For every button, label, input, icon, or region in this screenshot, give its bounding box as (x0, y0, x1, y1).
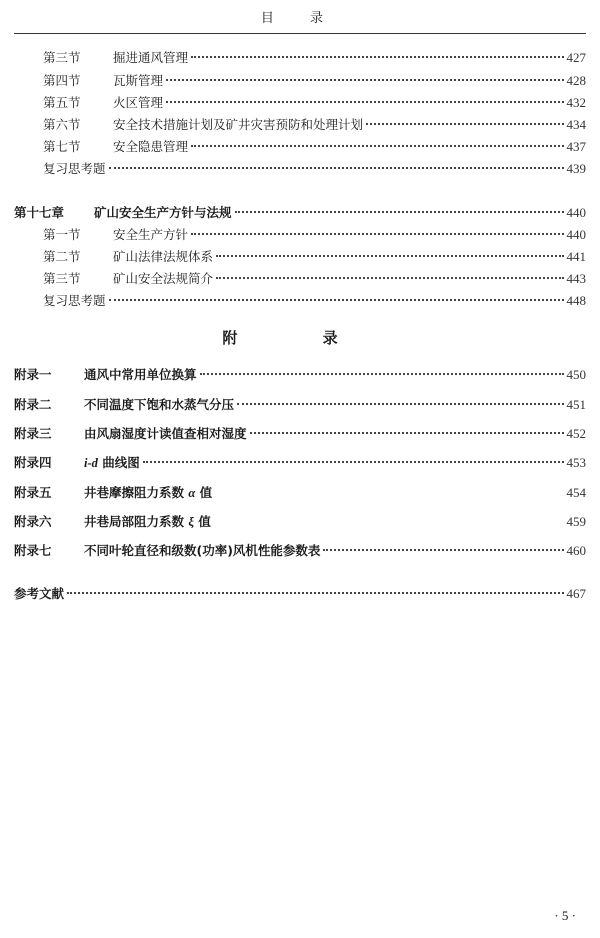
toc-appendix-entry[interactable] (14, 542, 586, 560)
appendix-number: 附录七 (14, 543, 52, 558)
appendix-title: 不同温度下饱和水蒸气分压 (84, 397, 235, 412)
appendix-number: 附录四 (14, 455, 52, 470)
dot-leader (67, 592, 563, 594)
toc-references-entry[interactable] (14, 585, 586, 603)
running-header (14, 8, 586, 34)
section-title: 掘进通风管理 (113, 50, 189, 65)
toc-appendix-entry[interactable] (14, 366, 586, 384)
page-number: 459 (566, 514, 586, 529)
page-number: 450 (566, 367, 586, 382)
page-number: 440 (566, 205, 586, 220)
dot-leader (235, 211, 564, 213)
section-number: 第五节 (43, 95, 81, 110)
id-symbol: i-d (84, 456, 98, 470)
dot-leader (166, 101, 563, 103)
page-number: 467 (566, 586, 586, 601)
page-number: 451 (566, 397, 586, 412)
page-number: 434 (566, 117, 586, 132)
section-number: 第七节 (43, 139, 81, 154)
dot-leader (250, 432, 564, 434)
dot-leader (166, 79, 563, 81)
alpha-symbol: α (188, 486, 196, 500)
toc-entry-review[interactable] (43, 160, 586, 178)
appendix-heading: 附 录 (222, 329, 378, 347)
page-number: 460 (566, 543, 586, 558)
page-number: 437 (566, 139, 586, 154)
appendix-title: 不同叶轮直径和级数(功率)风机性能参数表 (84, 543, 321, 558)
review-title: 复习思考题 (43, 161, 106, 176)
dot-leader (200, 373, 564, 375)
toc-entry[interactable] (43, 94, 586, 112)
appendix-number: 附录三 (14, 426, 52, 441)
references-title: 参考文献 (14, 586, 65, 601)
section-number: 第一节 (43, 227, 81, 242)
toc-entry-review[interactable] (43, 292, 586, 310)
review-title: 复习思考题 (43, 293, 106, 308)
page-footer-number: · 5 · (554, 908, 576, 923)
appendix-title: 井巷摩擦阻力系数 (84, 485, 185, 500)
appendix-title: 曲线图 (102, 455, 140, 470)
toc-appendix-entry[interactable] (14, 425, 586, 443)
toc-entry[interactable] (43, 226, 586, 244)
page-number: 439 (566, 161, 586, 176)
section-number: 第二节 (43, 249, 81, 264)
page-number: 440 (566, 227, 586, 242)
dot-leader (143, 461, 564, 463)
page-number: 441 (566, 249, 586, 264)
dot-leader (191, 56, 563, 58)
appendix-title: 由风扇湿度计读值查相对湿度 (84, 426, 247, 441)
page-number: 453 (566, 455, 586, 470)
dot-leader (216, 277, 563, 279)
page-number: 427 (566, 50, 586, 65)
dot-leader (191, 233, 563, 235)
appendix-number: 附录一 (14, 367, 52, 382)
appendix-title-suffix: 值 (198, 514, 211, 529)
section-title: 火区管理 (113, 95, 164, 110)
page-number: 443 (566, 271, 586, 286)
toc-entry[interactable] (43, 72, 586, 90)
section-number: 第四节 (43, 73, 81, 88)
toc-appendix-entry[interactable] (14, 454, 586, 472)
appendix-title: 通风中常用单位换算 (84, 367, 197, 382)
appendix-number: 附录五 (14, 485, 52, 500)
toc-chapter-entry[interactable] (14, 204, 586, 222)
appendix-number: 附录二 (14, 397, 52, 412)
toc-entry[interactable] (43, 116, 586, 134)
appendix-title: 井巷局部阻力系数 (84, 514, 185, 529)
dot-leader (191, 145, 563, 147)
section-number: 第六节 (43, 117, 81, 132)
section-number: 第三节 (43, 50, 81, 65)
appendix-title-suffix: 值 (199, 485, 213, 500)
xi-symbol: ξ (188, 515, 194, 529)
running-header-title: 目 录 (260, 11, 340, 26)
toc-appendix-entry[interactable] (14, 484, 586, 502)
section-title: 瓦斯管理 (113, 73, 164, 88)
page-number: 432 (566, 95, 586, 110)
dot-leader (109, 299, 564, 301)
section-title: 安全技术措施计划及矿井灾害预防和处理计划 (113, 117, 364, 132)
toc-entry[interactable] (43, 49, 586, 67)
appendix-number: 附录六 (14, 514, 52, 529)
toc-appendix-entry[interactable] (14, 396, 586, 414)
toc-entry[interactable] (43, 270, 586, 288)
chapter-title: 矿山安全生产方针与法规 (94, 205, 232, 220)
section-title: 矿山安全法规简介 (113, 271, 214, 286)
section-title: 安全隐患管理 (113, 139, 189, 154)
section-title: 安全生产方针 (113, 227, 189, 242)
toc-entry[interactable] (43, 138, 586, 156)
chapter-number: 第十七章 (14, 205, 65, 220)
page-number: 428 (566, 73, 586, 88)
toc-appendix-entry[interactable] (14, 513, 586, 531)
page-number: 452 (566, 426, 586, 441)
page-number: 448 (566, 293, 586, 308)
dot-leader (237, 403, 563, 405)
dot-leader (109, 167, 564, 169)
section-number: 第三节 (43, 271, 81, 286)
dot-leader (366, 123, 563, 125)
dot-leader (216, 255, 563, 257)
dot-leader (323, 549, 563, 551)
page-number: 454 (566, 485, 586, 500)
toc-entry[interactable] (43, 248, 586, 266)
section-title: 矿山法律法规体系 (113, 249, 214, 264)
